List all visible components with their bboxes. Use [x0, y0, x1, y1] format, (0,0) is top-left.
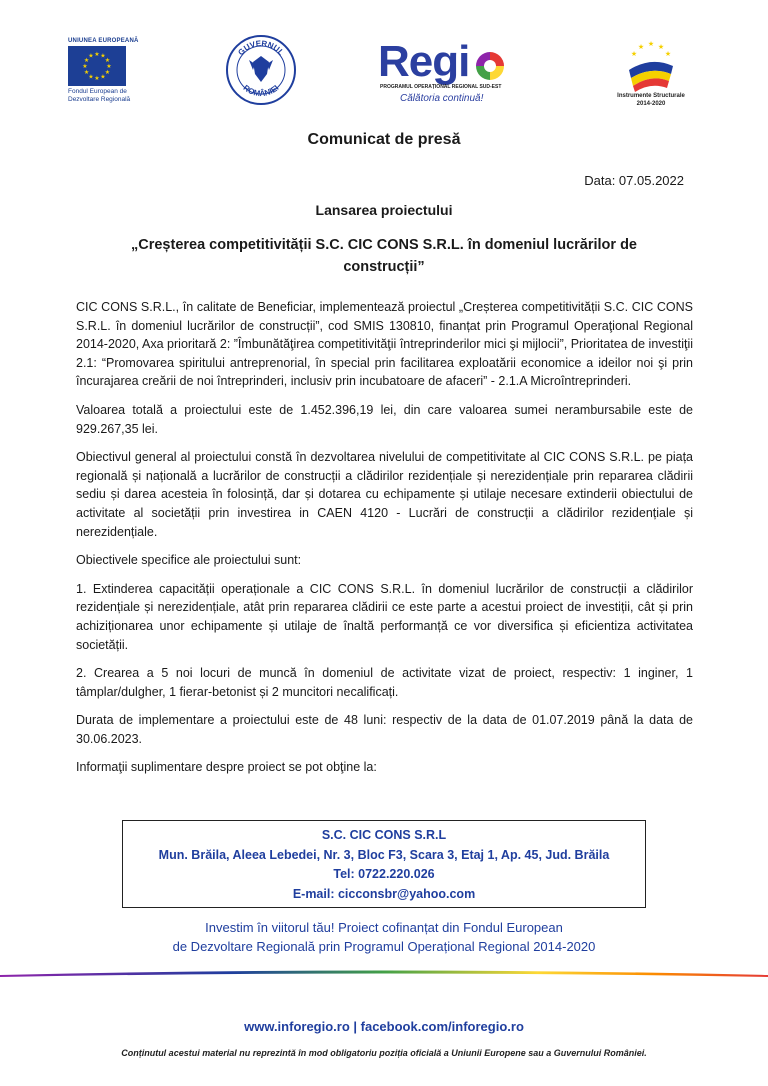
regio-logo: [378, 37, 520, 110]
structural-instruments-logo: [596, 36, 706, 116]
svg-text:ROMÂNIEI: ROMÂNIEI: [241, 83, 281, 99]
footer-slogan-line-2: de Dezvoltare Regională prin Programul Operațional Regional 2014-2020: [172, 939, 596, 954]
release-date: Data: 07.05.2022: [584, 173, 684, 188]
project-title: „Creșterea competitivității S.C. CIC CONS S.R.L. în domeniul lucrărilor de construcții”: [131, 237, 637, 275]
structural-instruments-caption: [596, 92, 706, 108]
color-band-divider: [0, 967, 768, 979]
svg-text:★: ★: [106, 63, 112, 70]
svg-text:★: ★: [104, 69, 111, 76]
svg-text:★: ★: [100, 73, 106, 81]
svg-text:★: ★: [82, 63, 88, 70]
structural-instruments-icon: [621, 36, 681, 92]
svg-text:★: ★: [88, 52, 94, 60]
svg-text:★: ★: [630, 50, 638, 58]
page-title: Comunicat de presă: [307, 131, 461, 148]
launch-heading: Lansarea proiectului: [315, 202, 453, 218]
svg-text:★: ★: [647, 40, 655, 48]
regio-wordmark: Regi: [378, 37, 470, 86]
regio-tagline: Călătoria continuă!: [400, 93, 484, 104]
eu-logo-caption-2: Dezvoltare Regională: [68, 96, 131, 103]
logo-bar: [0, 30, 768, 115]
svg-text:★: ★: [100, 52, 106, 60]
svg-text:★: ★: [104, 57, 111, 64]
paragraph-duration: Durata de implementare a proiectului este de 48 luni: respectiv de la data de 01.07.2019 până la data de 30.06.2023.: [76, 713, 693, 746]
paragraph-more-info: Informaţii suplimentare despre proiect se pot obţine la:: [76, 760, 377, 775]
paragraph-objective-2: 2. Crearea a 5 noi locuri de muncă în domeniul de activitate vizat de proiect, respectiv: 1 inginer, 1 tâmplar/dulgher, 1 fierar-betonist și 2 muncitori necalificați.: [76, 666, 693, 699]
footer-disclaimer: Conținutul acestui material nu reprezintă în mod obligatoriu poziția oficială a Uniunii Europene sau a Guvernului României.: [121, 1048, 647, 1058]
regio-subtitle: PROGRAMUL OPERAȚIONAL REGIONAL SUD-EST: [380, 84, 502, 90]
svg-text:★: ★: [88, 73, 94, 81]
svg-text:★: ★: [94, 51, 100, 58]
contact-box: [122, 820, 646, 908]
paragraph-specific-objectives: Obiectivele specifice ale proiectului sunt:: [76, 553, 302, 568]
svg-text:GUVERNUL: GUVERNUL: [236, 38, 286, 58]
svg-text:★: ★: [664, 50, 672, 58]
eu-logo: [68, 38, 158, 104]
contact-company: S.C. CIC CONS S.R.L: [321, 828, 447, 842]
svg-text:★: ★: [83, 57, 90, 64]
footer-slogan: [0, 918, 768, 956]
svg-text:★: ★: [637, 43, 645, 51]
footer-links[interactable]: www.inforegio.ro | facebook.com/inforegio.ro: [244, 1019, 524, 1034]
paragraph-value: Valoarea totală a proiectului este de 1.452.396,19 lei, din care valoarea sumei nerambursabile este de 929.267,35 lei.: [76, 402, 693, 436]
structural-instruments-caption-1: Instrumente Structurale: [617, 93, 685, 99]
svg-text:★: ★: [657, 43, 665, 51]
svg-text:★: ★: [94, 75, 100, 82]
paragraph-objective-1: 1. Extinderea capacității operaționale a CIC CONS S.R.L. în domeniul lucrărilor de construcții a clădirilor rezidențiale și nerezidențiale, atât prin repararea clădirii ce este parte a acestui proiect de investiții, cât și prin achiziționarea unor echipamente și utilaje de înaltă performanță ce vor diversifica și eficientiza activitatea societății.: [76, 581, 693, 652]
paragraph-intro: CIC CONS S.R.L., în calitate de Beneficiar, implementează proiectul „Creșterea competitivității S.C. CIC CONS S.R.L. în domeniul lucrărilor de construcții”, cod SMIS 130810, finanțat prin Programul Operaţional Regional 2014-2020, Axa prioritară 2: ”Îmbunătăţirea competitivităţii întreprinderilor mici şi mijlocii”, Prioritatea de investiţii 2.1: “Promovarea spiritului antreprenorial, în special prin facilitarea exploatării economice a ideilor noi şi prin încurajarea creării de noi întreprinderi, inclusiv prin incubatoare de afaceri” - 2.1.A Microîntreprinderi.: [76, 300, 693, 389]
svg-text:★: ★: [83, 69, 90, 76]
footer-slogan-line-1: Investim în viitorul tău! Proiect cofinanțat din Fondul European: [205, 920, 563, 935]
government-seal-icon: [225, 34, 297, 106]
eu-logo-caption-1: Fondul European de: [68, 88, 127, 95]
body-text: [76, 298, 693, 787]
contact-email[interactable]: E-mail: cicconsbr@yahoo.com: [292, 886, 476, 901]
eu-logo-title: UNIUNEA EUROPEANĂ: [68, 38, 139, 44]
eu-flag-icon: [68, 46, 126, 86]
contact-phone: Tel: 0722.220.026: [333, 867, 435, 881]
paragraph-general-objective: Obiectivul general al proiectului constă în dezvoltarea nivelului de competitivitate al CIC CONS S.R.L. pe piața regională și națională a lucrărilor de construcții a clădirilor rezidențiale și nerezidențiale prin repararea clădirii sediu și darea acesteia în folosință, dar și dotarea cu echipamente și utilaje necesare extinderii obiectului de activitate al societății prin investirea in CAEN 4120 - Lucrări de construcții a clădirilor rezidențiale și nerezidențiale.: [76, 450, 693, 539]
structural-instruments-caption-2: 2014-2020: [636, 101, 666, 107]
contact-address: Mun. Brăila, Aleea Lebedei, Nr. 3, Bloc F3, Scara 3, Etaj 1, Ap. 45, Jud. Brăila: [158, 847, 610, 862]
regio-o-icon: [474, 50, 506, 82]
